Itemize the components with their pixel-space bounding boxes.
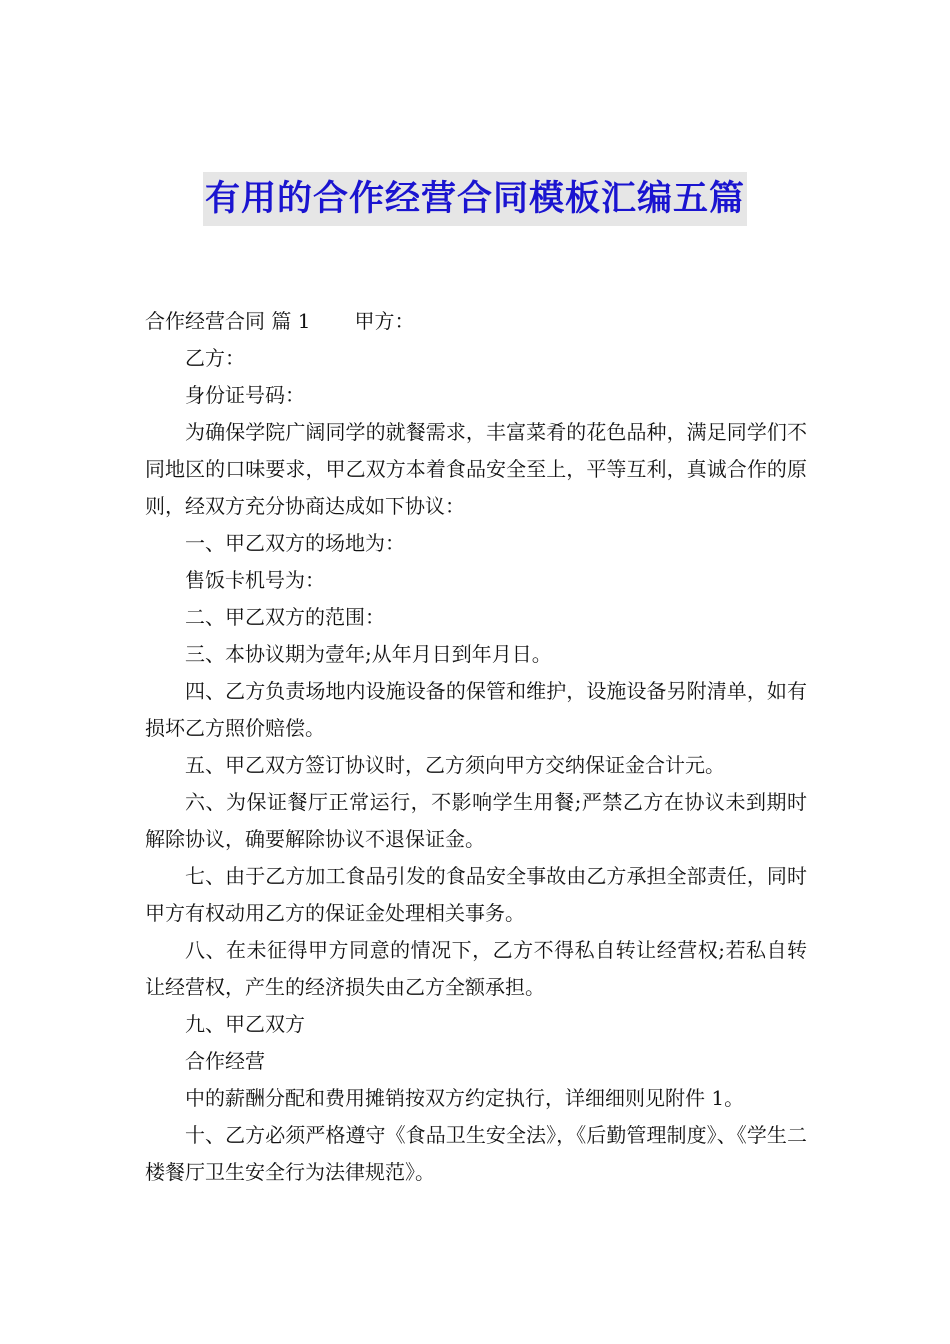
paragraph-1: 乙方： [185,346,245,370]
contract-heading: 合作经营合同 篇 1 [145,309,311,333]
document-body [145,303,807,1191]
paragraph-2: 身份证号码： [185,383,305,407]
paragraph-15: 中的薪酬分配和费用摊销按双方约定执行，详细细则见附件 1。 [185,1086,745,1110]
paragraph-7: 三、本协议期为壹年;从年月日到年月日。 [185,642,552,666]
paragraph-12: 八、在未征得甲方同意的情况下，乙方不得私自转让经营权;若私自转让经营权，产生的经济损失由乙方全额承担。 [145,938,807,999]
paragraph-3: 为确保学院广阔同学的就餐需求，丰富菜肴的花色品种，满足同学们不同地区的口味要求，甲乙双方本着食品安全至上，平等互利，真诚合作的原则，经双方充分协商达成如下协议： [145,420,807,518]
paragraph-6: 二、甲乙双方的范围： [185,605,385,629]
paragraph-10: 六、为保证餐厅正常运行，不影响学生用餐;严禁乙方在协议未到期时解除协议，确要解除协议不退保证金。 [145,790,807,851]
paragraph-5: 售饭卡机号为： [185,568,325,592]
paragraph-4: 一、甲乙双方的场地为： [185,531,405,555]
first-line [145,303,807,340]
document-title: 有用的合作经营合同模板汇编五篇 [203,172,747,226]
paragraph-14: 合作经营 [185,1049,265,1073]
paragraph-8: 四、乙方负责场地内设施设备的保管和维护，设施设备另附清单，如有损坏乙方照价赔偿。 [145,679,807,740]
paragraph-13: 九、甲乙双方 [185,1012,305,1036]
paragraph-9: 五、甲乙双方签订协议时，乙方须向甲方交纳保证金合计元。 [185,753,725,777]
title-wrap [0,172,950,226]
paragraph-16: 十、乙方必须严格遵守《食品卫生安全法》，《后勤管理制度》、《学生二楼餐厅卫生安全行为法律规范》。 [145,1123,807,1184]
paragraph-11: 七、由于乙方加工食品引发的食品安全事故由乙方承担全部责任，同时甲方有权动用乙方的保证金处理相关事务。 [145,864,807,925]
party-a-label: 甲方： [354,309,415,333]
